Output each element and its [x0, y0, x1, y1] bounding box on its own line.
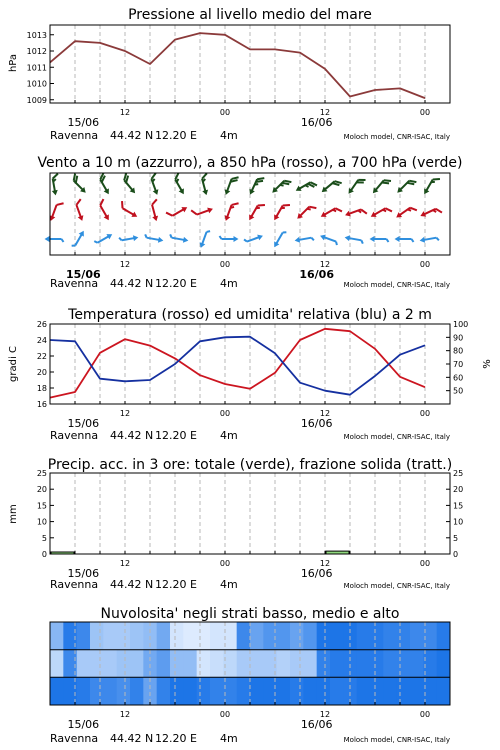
y-tick-label: 25: [453, 469, 464, 478]
y-tick-label: 18: [36, 384, 47, 393]
precipitation-grid: [75, 473, 425, 554]
barb-arrowhead: [104, 214, 112, 221]
temperature-footer: [50, 429, 450, 442]
wind-barb: [69, 174, 90, 195]
barb-arrowhead: [369, 212, 376, 220]
wind-footer: [50, 277, 450, 290]
y-tick-label: 1013: [26, 30, 47, 40]
wind-barb: [371, 175, 391, 197]
barb-arrowhead: [104, 188, 112, 195]
wind-barb: [394, 203, 416, 222]
cloud-cell: [250, 650, 264, 678]
cloud-cell: [237, 622, 251, 650]
temperature-panel: [8, 307, 493, 442]
cloud-cell: [330, 677, 344, 705]
cloud-cell: [317, 677, 331, 705]
precipitation-x-ticks: [67, 551, 430, 580]
barb-half-feather: [436, 237, 438, 240]
cloud-cell: [277, 622, 291, 650]
wind-barb: [244, 233, 264, 245]
series-line: [50, 33, 425, 98]
footer-elevation: 4m: [220, 578, 238, 591]
cloud-cell: [210, 650, 224, 678]
wind-barb: [94, 232, 113, 247]
barb-feather: [191, 209, 197, 216]
wind-barb: [169, 234, 189, 243]
barb-arrowhead: [370, 236, 375, 242]
cloud-cell: [130, 677, 144, 705]
wind-barb: [166, 202, 189, 220]
wind-barb: [72, 229, 87, 248]
cloud-cell: [130, 622, 144, 650]
date-label: 15/06: [67, 417, 100, 430]
y-tick-label: 0: [453, 550, 459, 559]
barb-arrowhead: [319, 212, 326, 220]
precipitation-title: Precip. acc. in 3 ore: totale (verde), frazione solida (tratt.): [47, 457, 453, 473]
barb-arrowhead: [207, 206, 214, 213]
x-tick-label: 00: [419, 108, 431, 117]
y-tick-label: 1011: [26, 63, 47, 73]
wind-frame: [50, 173, 450, 255]
cloud-cell: [103, 677, 117, 705]
cloud-cell: [157, 677, 171, 705]
cloud-cell: [277, 677, 291, 705]
cloud-cell: [303, 677, 317, 705]
cloud-cell: [383, 650, 397, 678]
footer-station: Ravenna: [50, 129, 99, 142]
cloud-cell: [290, 650, 304, 678]
cloud-cell: [130, 650, 144, 678]
barb-half-feather: [244, 239, 247, 243]
wind-barb: [270, 176, 291, 197]
barb-feather: [52, 174, 59, 179]
cloud-cell: [437, 677, 451, 705]
barb-arrowhead: [133, 234, 139, 241]
wind-barb: [370, 236, 389, 242]
wind-barb: [144, 234, 164, 243]
x-tick-label: 00: [219, 108, 231, 117]
y-tick-label: 5: [41, 533, 47, 543]
barb-arrowhead: [131, 212, 138, 220]
date-label: 15/06: [67, 116, 100, 129]
wind-barb: [171, 173, 189, 196]
precipitation-ylabel: mm: [8, 504, 19, 524]
pressure-ylabel: hPa: [8, 53, 19, 73]
wind-barb: [319, 233, 339, 245]
x-tick-label: 12: [119, 108, 131, 117]
pressure-x-ticks: [67, 100, 430, 129]
barb-feather: [166, 211, 172, 218]
footer-lat: 44.42 N: [110, 129, 154, 142]
cloud-cell: [410, 650, 424, 678]
y-tick-label: 20: [36, 368, 47, 377]
x-tick-label: 12: [319, 260, 331, 269]
x-tick-label: 12: [119, 260, 131, 269]
wind-barb: [119, 173, 139, 195]
footer-lat: 44.42 N: [110, 277, 154, 290]
footer-station: Ravenna: [50, 578, 99, 591]
date-label: 16/06: [300, 116, 333, 129]
barb-arrowhead: [257, 233, 264, 240]
barb-feather: [361, 208, 367, 215]
wind-barb: [369, 204, 392, 222]
cloud-cell: [357, 677, 371, 705]
wind-barb: [419, 204, 442, 221]
barb-half-feather: [119, 237, 121, 240]
footer-elevation: 4m: [220, 277, 238, 290]
wind-barb: [344, 205, 367, 221]
wind-barb: [247, 174, 264, 197]
cloud-cell: [170, 650, 184, 678]
x-tick-label: 00: [419, 260, 431, 269]
wind-barb: [220, 236, 239, 242]
wind-barb: [96, 173, 114, 196]
wind-barb: [346, 175, 365, 197]
wind-barb: [49, 174, 62, 196]
cloud-cell: [50, 677, 64, 705]
cloud-cell: [157, 622, 171, 650]
barb-arrowhead: [181, 205, 188, 213]
humidity-y-ticks: [446, 320, 468, 396]
cloud-cell: [437, 650, 451, 678]
y-tick-label: 10: [453, 517, 464, 527]
date-label: 15/06: [67, 718, 100, 731]
footer-station: Ravenna: [50, 732, 99, 745]
wind-panel: [37, 155, 462, 290]
cloud-footer: [50, 732, 450, 745]
cloud-cell: [197, 622, 211, 650]
cloud-cell: [410, 677, 424, 705]
footer-lat: 44.42 N: [110, 429, 154, 442]
cloud-cell: [437, 622, 451, 650]
cloud-cell: [303, 622, 317, 650]
cloud-cell: [50, 622, 64, 650]
cloud-x-ticks: [67, 702, 430, 731]
cloud-cell: [397, 622, 411, 650]
barb-arrowhead: [247, 189, 255, 196]
humidity-ylabel: %: [482, 359, 493, 369]
barb-half-feather: [170, 234, 172, 237]
wind-barb: [294, 178, 317, 196]
x-tick-label: 12: [319, 710, 331, 719]
cloud-cell: [357, 650, 371, 678]
cloud-cell: [77, 650, 91, 678]
y-tick-label: 20: [36, 485, 47, 495]
footer-credit: Moloch model, CNR-ISAC, Italy: [343, 133, 450, 141]
wind-barbs: [45, 173, 442, 249]
cloud-cell: [90, 650, 104, 678]
wind-barb: [118, 201, 141, 219]
barb-half-feather: [361, 240, 363, 243]
date-label: 16/06: [299, 268, 334, 281]
pressure-panel: [8, 7, 450, 142]
wind-barb: [45, 236, 64, 242]
barb-arrowhead: [294, 186, 301, 194]
cloud-cell: [103, 622, 117, 650]
barb-arrowhead: [153, 189, 160, 196]
y-tick-label: 24: [36, 336, 47, 345]
barb-half-feather: [207, 230, 211, 233]
barb-arrowhead: [45, 236, 50, 242]
cloud-cell: [330, 622, 344, 650]
series-line: [50, 329, 425, 398]
cloud-cell: [197, 677, 211, 705]
barb-arrowhead: [158, 237, 164, 244]
cloud-panel: [50, 606, 450, 745]
y-tick-label: 70: [453, 360, 464, 369]
barb-feather: [57, 201, 64, 207]
barb-arrowhead: [179, 188, 187, 195]
barb-arrowhead: [272, 214, 280, 221]
barb-arrowhead: [48, 215, 55, 222]
wind-barb: [119, 234, 139, 243]
temperature-ylabel: gradi C: [8, 346, 19, 382]
barb-half-feather: [387, 239, 389, 242]
barb-arrowhead: [202, 190, 209, 196]
barb-arrowhead: [234, 236, 239, 242]
x-tick-label: 12: [319, 108, 331, 117]
cloud-cell: [90, 677, 104, 705]
y-tick-label: 0: [41, 550, 47, 559]
cloud-cell: [330, 650, 344, 678]
y-tick-label: 20: [453, 485, 464, 495]
cloud-cell: [317, 650, 331, 678]
x-tick-label: 00: [219, 260, 231, 269]
pressure-series: [50, 33, 425, 98]
barb-arrowhead: [78, 215, 85, 222]
barb-feather: [335, 206, 341, 213]
y-tick-label: 15: [36, 501, 47, 511]
wind-barb: [294, 234, 314, 243]
cloud-cell: [383, 622, 397, 650]
barb-half-feather: [311, 237, 313, 240]
y-tick-label: 90: [453, 333, 464, 343]
footer-lon: 12.20 E: [155, 732, 197, 745]
barb-feather: [232, 201, 239, 207]
x-tick-label: 12: [319, 559, 331, 568]
precipitation-panel: [8, 457, 463, 591]
wind-barb: [319, 204, 342, 222]
footer-credit: Moloch model, CNR-ISAC, Italy: [343, 281, 450, 289]
precipitation-y-ticks-right: [446, 469, 463, 559]
y-tick-label: 15: [453, 501, 464, 511]
barb-half-feather: [220, 236, 222, 239]
cloud-cell: [50, 650, 64, 678]
barb-feather: [173, 173, 180, 179]
footer-credit: Moloch model, CNR-ISAC, Italy: [343, 736, 450, 744]
footer-lat: 44.42 N: [110, 578, 154, 591]
cloud-cell: [77, 622, 91, 650]
footer-station: Ravenna: [50, 277, 99, 290]
cloud-cell: [170, 677, 184, 705]
date-label: 15/06: [67, 567, 100, 580]
cloud-cell: [210, 622, 224, 650]
wind-barb: [247, 201, 265, 224]
cloud-cell: [117, 650, 131, 678]
barb-arrowhead: [419, 237, 425, 244]
footer-credit: Moloch model, CNR-ISAC, Italy: [343, 433, 450, 441]
cloud-cell: [157, 650, 171, 678]
x-tick-label: 00: [219, 710, 231, 719]
wind-barb: [272, 229, 287, 248]
cloud-cell: [237, 677, 251, 705]
barb-half-feather: [94, 240, 97, 244]
wind-barb: [422, 175, 440, 198]
cloud-cell: [370, 622, 384, 650]
temperature-y-ticks: [37, 320, 54, 409]
barb-feather: [436, 207, 442, 214]
cloud-cell: [117, 622, 131, 650]
barb-feather: [201, 173, 208, 178]
x-tick-label: 00: [219, 559, 231, 568]
barb-half-feather: [62, 239, 64, 242]
wind-barb: [223, 174, 239, 197]
cloud-cell: [77, 677, 91, 705]
cloud-cell: [317, 622, 331, 650]
x-tick-label: 00: [219, 409, 231, 418]
barb-arrowhead: [223, 215, 230, 222]
barb-arrowhead: [79, 229, 87, 236]
barb-arrowhead: [272, 241, 280, 248]
cloud-cell: [210, 677, 224, 705]
barb-arrowhead: [223, 189, 230, 196]
footer-credit: Moloch model, CNR-ISAC, Italy: [343, 582, 450, 590]
cloud-cell: [303, 650, 317, 678]
barb-half-feather: [145, 234, 147, 237]
date-label: 16/06: [300, 417, 333, 430]
cloud-cell: [183, 650, 197, 678]
x-tick-label: 00: [419, 559, 431, 568]
y-tick-label: 50: [453, 386, 464, 396]
y-tick-label: 5: [453, 533, 459, 543]
barb-arrowhead: [294, 237, 300, 244]
temperature-humidity-series: [50, 329, 425, 398]
barb-half-feather: [335, 242, 338, 246]
precipitation-footer: [50, 578, 450, 591]
cloud-cell: [357, 622, 371, 650]
cloud-cell: [197, 650, 211, 678]
cloud-cell: [237, 650, 251, 678]
cloud-cell: [183, 622, 197, 650]
barb-arrowhead: [52, 190, 59, 196]
cloud-cell: [250, 622, 264, 650]
y-tick-label: 1010: [26, 79, 47, 89]
y-tick-label: 1009: [26, 95, 47, 105]
cloud-cell: [103, 650, 117, 678]
barb-arrowhead: [344, 234, 350, 241]
cloud-title: Nuvolosita' negli strati basso, medio e alto: [100, 606, 400, 622]
y-tick-label: 16: [36, 400, 47, 409]
wind-barb: [191, 203, 214, 219]
x-tick-label: 00: [419, 710, 431, 719]
cloud-cell: [277, 650, 291, 678]
x-tick-label: 00: [419, 409, 431, 418]
wind-barb: [320, 176, 342, 196]
y-tick-label: 1012: [26, 47, 47, 56]
barb-arrowhead: [106, 232, 113, 240]
cloud-cell: [117, 677, 131, 705]
precipitation-frame: [50, 473, 450, 554]
cloud-cell: [370, 650, 384, 678]
wind-barb: [419, 234, 439, 243]
wind-barb: [395, 236, 414, 242]
y-tick-label: 26: [36, 320, 47, 329]
wind-barb: [295, 202, 316, 223]
cloud-cell: [370, 677, 384, 705]
cloud-cell: [397, 677, 411, 705]
footer-elevation: 4m: [220, 732, 238, 745]
barb-feather: [151, 199, 158, 204]
wind-barb: [272, 201, 290, 224]
cloud-cell: [410, 622, 424, 650]
barb-half-feather: [412, 239, 414, 242]
date-label: 15/06: [66, 268, 101, 281]
barb-arrowhead: [152, 216, 159, 222]
barb-arrowhead: [198, 242, 205, 249]
cloud-cell: [383, 677, 397, 705]
y-tick-label: 22: [36, 352, 47, 361]
y-tick-label: 25: [36, 469, 47, 478]
footer-lat: 44.42 N: [110, 732, 154, 745]
y-tick-label: 100: [453, 320, 469, 329]
temperature-x-ticks: [67, 401, 430, 430]
footer-lon: 12.20 E: [155, 277, 197, 290]
x-tick-label: 12: [119, 409, 131, 418]
barb-feather: [98, 199, 105, 205]
barb-arrowhead: [395, 236, 400, 242]
cloud-cell: [290, 677, 304, 705]
y-tick-label: 60: [453, 373, 464, 383]
barb-feather: [385, 206, 391, 213]
temperature-title: Temperatura (rosso) ed umidita' relativa (blu) a 2 m: [68, 307, 432, 323]
date-label: 16/06: [300, 718, 333, 731]
cloud-cell: [290, 622, 304, 650]
footer-station: Ravenna: [50, 429, 99, 442]
barb-feather: [150, 173, 157, 179]
pressure-footer: [50, 129, 450, 142]
footer-lon: 12.20 E: [155, 429, 197, 442]
y-tick-label: 80: [453, 346, 464, 356]
footer-lon: 12.20 E: [155, 578, 197, 591]
barb-arrowhead: [183, 237, 189, 244]
cloud-cell: [397, 650, 411, 678]
x-tick-label: 12: [119, 559, 131, 568]
x-tick-label: 12: [119, 710, 131, 719]
pressure-title: Pressione al livello medio del mare: [128, 7, 372, 23]
cloud-cell: [90, 622, 104, 650]
barb-arrowhead: [247, 214, 255, 221]
footer-elevation: 4m: [220, 429, 238, 442]
barb-feather: [75, 199, 82, 205]
cloud-cell: [170, 622, 184, 650]
cloud-cell: [183, 677, 197, 705]
wind-barb: [96, 199, 114, 222]
footer-lon: 12.20 E: [155, 129, 197, 142]
x-tick-label: 12: [319, 409, 331, 418]
y-tick-label: 10: [36, 517, 47, 527]
wind-barb: [344, 234, 364, 243]
cloud-cell: [250, 677, 264, 705]
barb-feather: [410, 205, 417, 212]
date-label: 16/06: [300, 567, 333, 580]
wind-title: Vento a 10 m (azzurro), a 850 hPa (rosso), a 700 hPa (verde): [37, 155, 463, 171]
footer-elevation: 4m: [220, 129, 238, 142]
wind-barb: [395, 176, 416, 197]
precipitation-y-ticks: [37, 469, 54, 559]
